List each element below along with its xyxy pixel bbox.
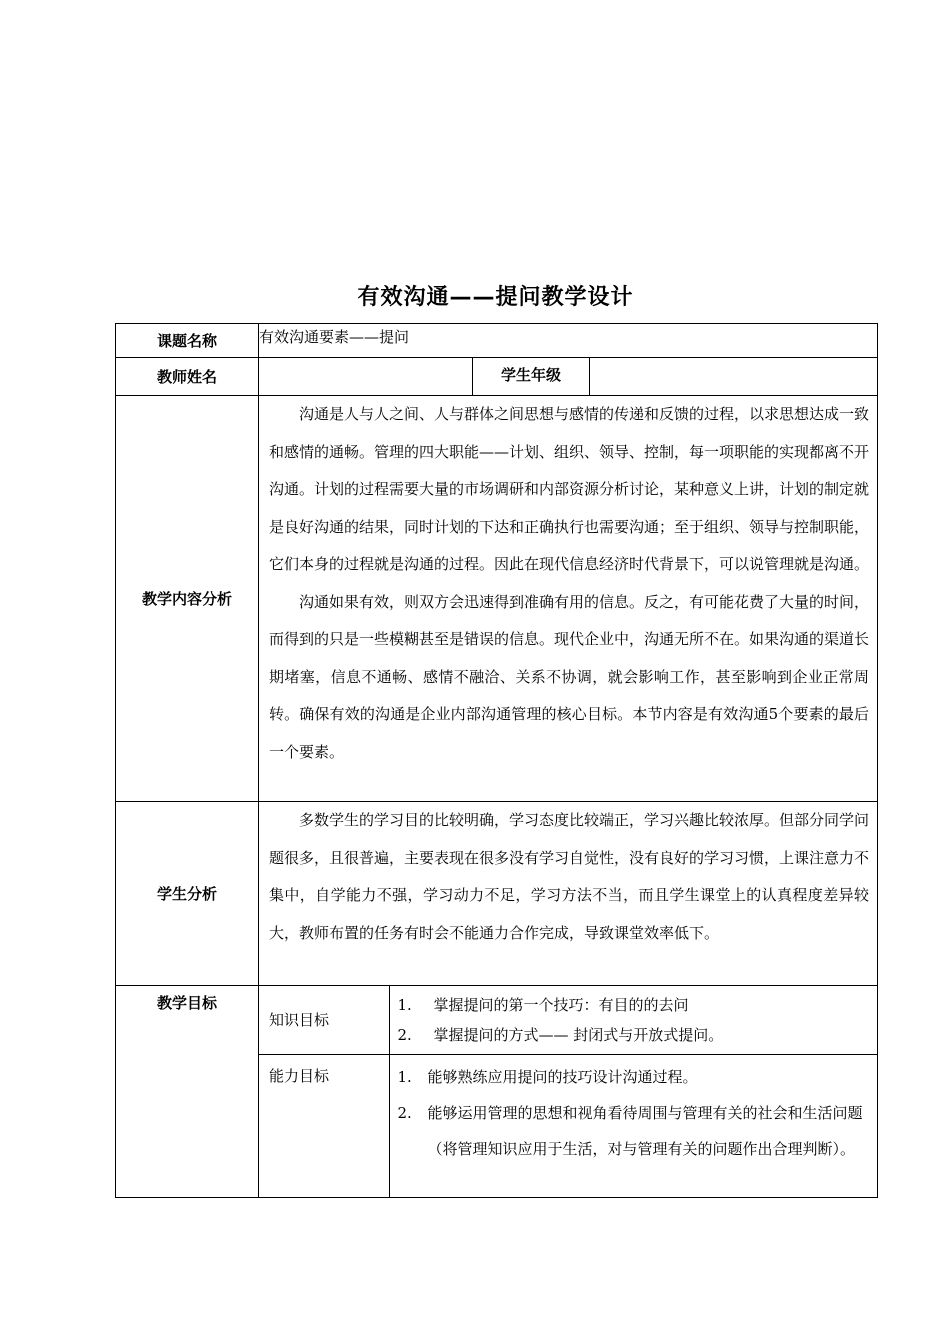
document-title: 有效沟通——提问教学设计 <box>357 285 634 310</box>
knowledge-objectives-label: 知识目标 <box>259 986 389 1055</box>
objectives-body <box>259 986 878 1198</box>
student-grade-value <box>590 358 878 396</box>
lesson-plan-table <box>115 323 878 1198</box>
item-text: 掌握提问的第一个技巧：有目的的去问 <box>433 996 689 1014</box>
knowledge-objective-item <box>398 1020 870 1050</box>
item-number: 1. <box>397 996 412 1014</box>
item-number: 1. <box>397 1068 412 1086</box>
student-analysis-label: 学生分析 <box>116 802 259 986</box>
content-analysis-body <box>259 396 878 802</box>
item-text: 掌握提问的方式—— 封闭式与开放式提问。 <box>433 1026 724 1044</box>
row-student-analysis <box>116 802 878 986</box>
knowledge-objective-item <box>398 990 870 1020</box>
content-analysis-paragraph: 沟通如果有效，则双方会迅速得到准确有用的信息。反之，有可能花费了大量的时间，而得到的只是一些模糊甚至是错误的信息。现代企业中，沟通无所不在。如果沟通的渠道长期堵塞，信息不通畅、感情不融洽、关系不协调，就会影响工作，甚至影响到企业正常周转。确保有效的沟通是企业内部沟通管理的核心目标。本节内容是有效沟通5个要素的最后一个要素。 <box>269 592 870 761</box>
knowledge-objectives-row <box>259 986 877 1055</box>
knowledge-objectives-list-cell <box>389 986 877 1055</box>
content-analysis-label: 教学内容分析 <box>116 396 259 802</box>
row-content-analysis <box>116 396 878 802</box>
ability-objectives-label: 能力目标 <box>259 1055 389 1197</box>
ability-objectives-list <box>390 1055 878 1171</box>
knowledge-objectives-list <box>390 986 878 1054</box>
item-text: 能够熟练应用提问的技巧设计沟通过程。 <box>427 1068 698 1086</box>
row-course-name <box>116 324 878 358</box>
teacher-name-value <box>259 358 473 396</box>
teacher-name-label: 教师姓名 <box>116 358 259 396</box>
item-number: 2. <box>397 1104 412 1122</box>
item-number: 2. <box>397 1026 412 1044</box>
course-name-label: 课题名称 <box>116 324 259 358</box>
row-objectives <box>116 986 878 1198</box>
ability-objective-item <box>398 1059 870 1095</box>
course-name-value: 有效沟通要素——提问 <box>259 324 878 358</box>
ability-objective-item <box>398 1095 870 1167</box>
student-analysis-body <box>259 802 878 986</box>
ability-objectives-row <box>259 1055 877 1197</box>
row-teacher <box>116 358 878 396</box>
objectives-label: 教学目标 <box>116 986 259 1198</box>
student-analysis-paragraph: 多数学生的学习目的比较明确，学习态度比较端正，学习兴趣比较浓厚。但部分同学问题很多，且很普遍，主要表现在很多没有学习自觉性，没有良好的学习习惯，上课注意力不集中，自学能力不强，学习动力不足，学习方法不当，而且学生课堂上的认真程度差异较大，教师布置的任务有时会不能通力合作完成，导致课堂效率低下。 <box>269 811 870 942</box>
item-text: 能够运用管理的思想和视角看待周围与管理有关的社会和生活问题（将管理知识应用于生活，对与管理有关的问题作出合理判断）。 <box>427 1104 863 1158</box>
student-grade-label: 学生年级 <box>473 358 590 396</box>
objectives-inner-table <box>259 986 877 1197</box>
ability-objectives-list-cell <box>389 1055 877 1197</box>
content-analysis-paragraph: 沟通是人与人之间、人与群体之间思想与感情的传递和反馈的过程，以求思想达成一致和感情的通畅。管理的四大职能——计划、组织、领导、控制，每一项职能的实现都离不开沟通。计划的过程需要大量的市场调研和内部资源分析讨论，某种意义上讲，计划的制定就是良好沟通的结果，同时计划的下达和正确执行也需要沟通；至于组织、领导与控制职能，它们本身的过程就是沟通的过程。因此在现代信息经济时代背景下，可以说管理就是沟通。 <box>269 405 870 573</box>
